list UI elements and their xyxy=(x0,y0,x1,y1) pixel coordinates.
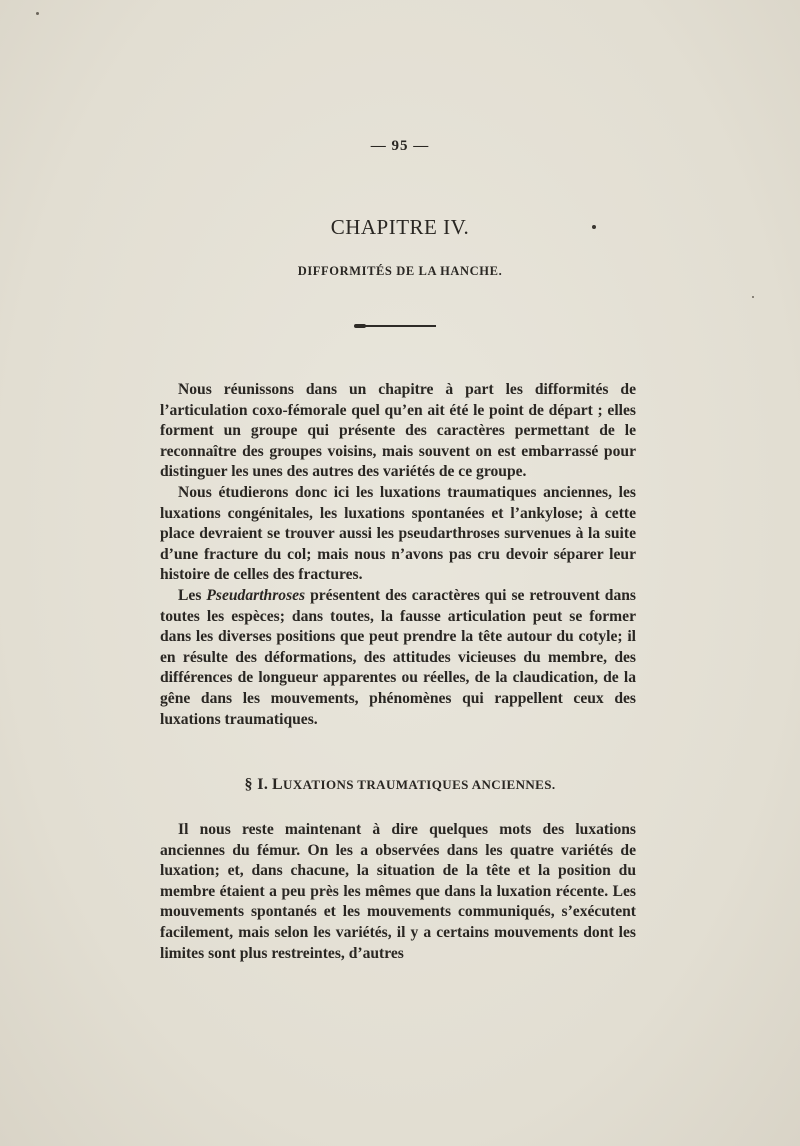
chapter-subtitle: DIFFORMITÉS DE LA HANCHE. xyxy=(297,264,503,278)
section-title-rest: UXATIONS TRAUMATIQUES ANCIENNES. xyxy=(283,777,556,792)
section-mark: § I. xyxy=(244,776,269,793)
paragraph-3-rest: présentent des caractères qui se retrouvent dans toutes les espèces; dans toutes, la fausse articulation peut se former dans les diverses positions que peut prendre la tête autour du cotyle; il en résulte des déformations, des attitudes vicieuses du membre, des différences de longueur apparentes ou réelles, de la claudication, de la gêne dans les mouvements, phénomènes qui rappellent ceux des luxations traumatiques. xyxy=(160,586,636,728)
ink-dot xyxy=(592,225,596,229)
paper-speck xyxy=(36,12,39,15)
chapter-introduction xyxy=(160,380,636,730)
paragraph-3-lead: Les xyxy=(178,586,207,604)
section-body xyxy=(160,820,636,964)
paragraph-3 xyxy=(160,586,636,730)
paragraph-2: Nous étudierons donc ici les luxations traumatiques anciennes, les luxations congénitales, les luxations spontanées et l’ankylose; à cette place devraient se trouver aussi les pseudarthroses survenues à la suite d’une fracture du col; mais nous n’avons pas cru devoir séparer leur histoire de celles des fractures. xyxy=(160,483,636,584)
section-heading xyxy=(0,776,800,794)
paper-speck xyxy=(752,296,754,298)
section-paragraph: Il nous reste maintenant à dire quelques mots des luxations anciennes du fémur. On les a observées dans les quatre variétés de luxation; et, dans chacune, la situation de la tête et la position du membre étaient a peu près les mêmes que dans la luxation récente. Les mouvements spontanés et les mouvements communiqués, s’exécutent facilement, mais selon les variétés, il y a certains mouvements dont les limites sont plus restreintes, d’autres xyxy=(160,821,636,962)
chapter-title: CHAPITRE IV. xyxy=(330,215,470,239)
paragraph-3-emphasis: Pseudarthroses xyxy=(206,586,306,604)
section-title-initial: L xyxy=(271,776,284,793)
paragraph-1: Nous réunissons dans un chapitre à part les difformités de l’articulation coxo-fémorale quel qu’en ait été le point de départ ; elles forment un groupe qui présente des caractères permettant de le reconnaître des groupes voisins, mais souvent on est embarrassé pour distinguer les unes des autres des variétés de ce groupe. xyxy=(160,381,636,481)
page-number: — 95 — xyxy=(370,138,430,154)
ornamental-rule xyxy=(356,325,436,327)
